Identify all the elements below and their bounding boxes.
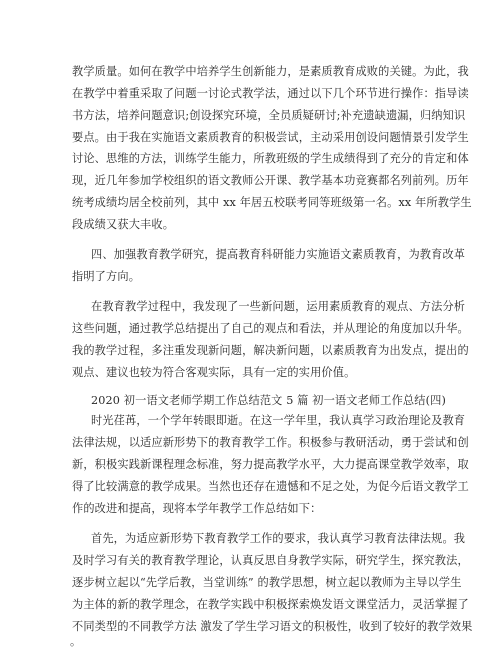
text-line: 在教育教学过程中，我发现了一些新问题，运用素质教育的观点、方法分析: [91, 300, 466, 313]
text-line: 统考成绩均居全校前列，其中 xx 年居五校联考同等班级第一名。xx 年所教学生: [72, 196, 472, 209]
text-line: 段成绩又获大丰收。: [72, 218, 175, 231]
text-line: 得了比较满意的教学成果。当然也还存在遗憾和不足之处，为促今后语文教学工: [72, 480, 469, 493]
text-line: 在教学中着重采取了问题一讨论式教学法，通过以下几个环节进行操作：指导读: [72, 87, 469, 100]
text-line: 时光荏苒，一个学年转眼即逝。在这一学年里，我认真学习政治理论及教育: [91, 414, 466, 427]
text-line: 及时学习有关的教育教学理论，认真反思自身教学实际，研究学生，探究教法，: [72, 554, 469, 567]
text-line: 为主体的新的教学理念，在教学实践中积极探索焕发语文课堂活力，灵活掌握了: [72, 598, 469, 611]
text-line: 法律法规，以适应新形势下的教育教学工作。积极参与教研活动，勇于尝试和创: [72, 436, 469, 449]
section-heading: 四、加强教育教学研究，提高教育科研能力实施语文素质教育，为教育改革: [91, 248, 466, 261]
text-line: 作的改进和提高，现将本学年教学工作总结如下：: [72, 502, 322, 515]
text-line: 这些问题，通过教学总结提出了自己的观点和看法，并从理论的角度加以升华。: [72, 322, 469, 335]
text-line: 首先，为适应新形势下教育教学工作的要求，我认真学习教育法律法规。我: [91, 532, 466, 545]
text-line: 。: [70, 635, 81, 648]
text-line: 指明了方向。: [72, 270, 141, 283]
text-line: 现，近几年参加学校组织的语文教师公开课、教学基本功竞赛都名列前列。历年: [72, 174, 469, 187]
text-line: 我的教学过程，多注重发现新问题，解决新问题，以素质教育为出发点，提出的: [72, 344, 469, 357]
text-line: 新，积极实践新课程理念标准，努力提高教学水平，大力提高课堂教学效率，取: [72, 458, 469, 471]
text-line: 逐步树立起以“先学后教，当堂训练” 的教学思想，树立起以教师为主导以学生: [72, 576, 462, 589]
text-line: 讨论、思维的方法，训练学生能力，所教班级的学生成绩得到了充分的肯定和体: [72, 152, 469, 165]
text-line: 书方法，培养问题意识;创设探究环境，全员质疑研讨;补充遗缺遗漏，归纳知识: [72, 109, 466, 122]
text-line: 教学质量。如何在教学中培养学生创新能力，是素质教育成败的关键。为此，我: [72, 65, 469, 78]
text-line: 要点。由于我在实施语文素质教育的积极尝试，主动采用创设问题情景引发学生: [72, 131, 469, 144]
text-line: 不同类型的不同教学方法 激发了学生学习语文的积极性，收到了较好的教学效果: [72, 620, 473, 633]
text-line: 观点、建议也较为符合客观实际，具有一定的实用价值。: [72, 366, 356, 379]
article-title: 2020 初一语文老师学期工作总结范文 5 篇 初一语文老师工作总结(四): [91, 394, 446, 407]
